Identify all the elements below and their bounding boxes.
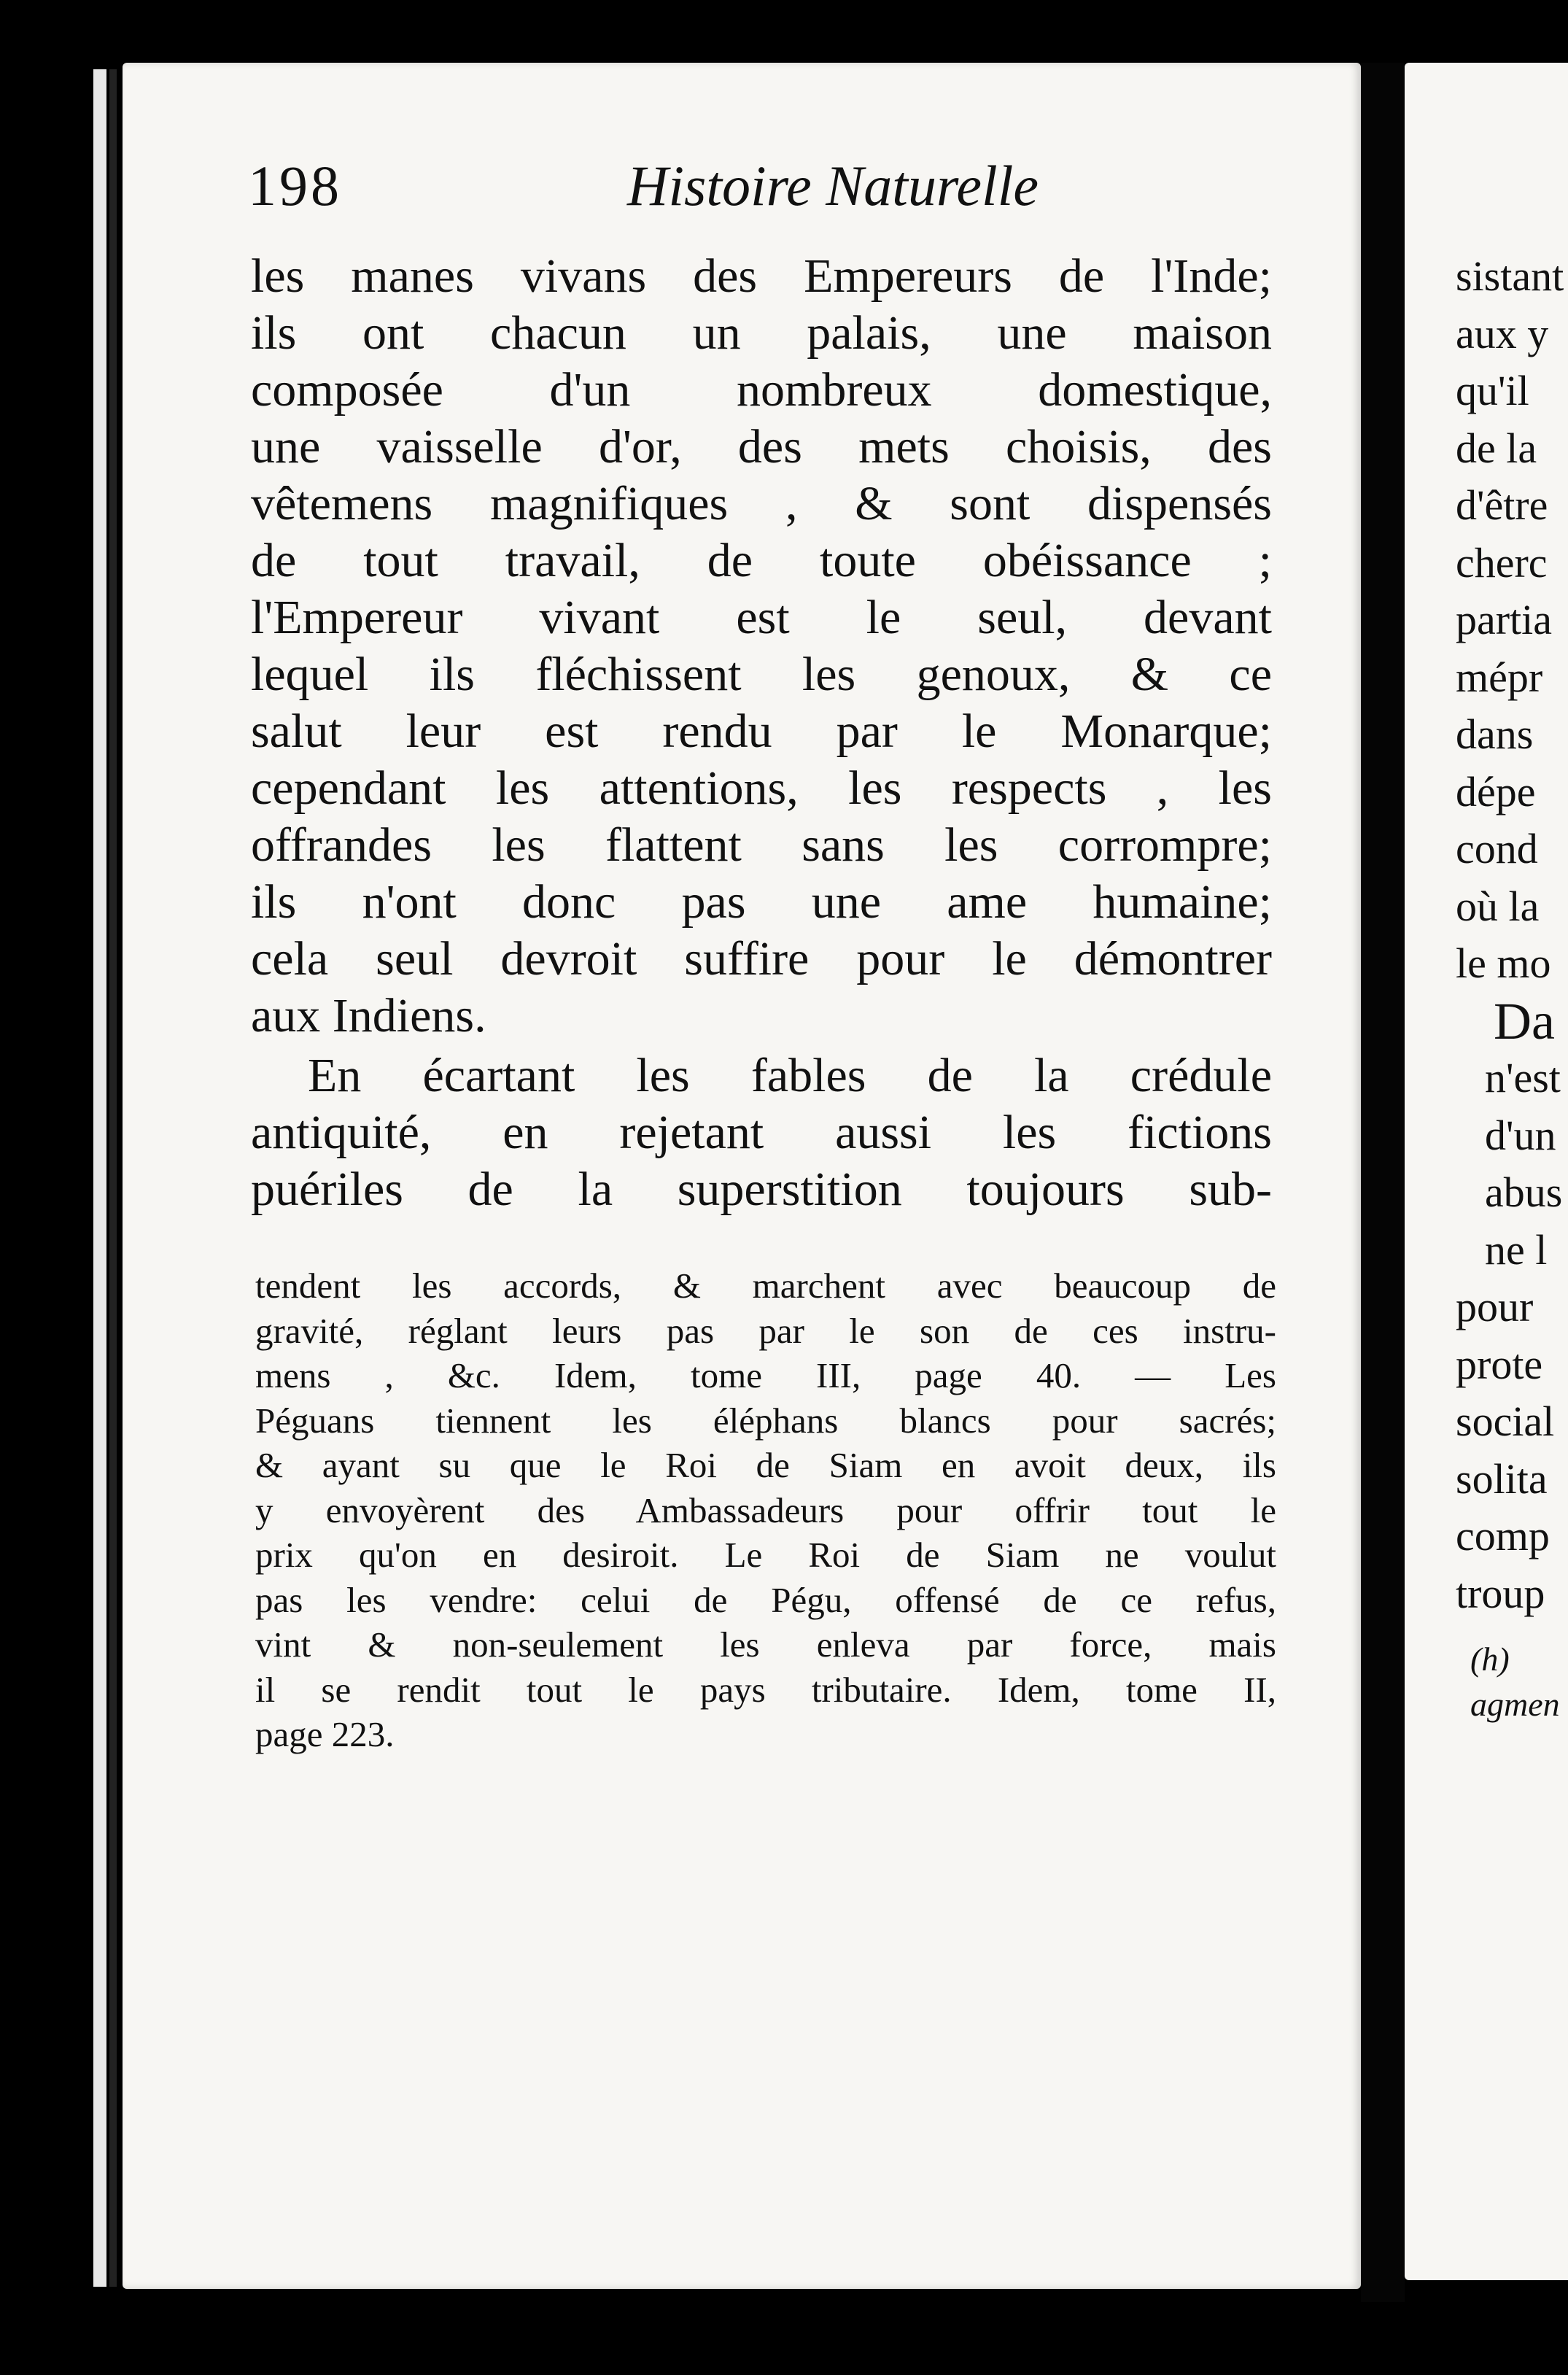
right-note-line: (h): [1470, 1640, 1510, 1678]
text-line: vêtemens magnifiques , & sont dispensés: [251, 477, 1272, 530]
footnote: [255, 1263, 1276, 1757]
footnote-line: tendent les accords, & marchent avec beaucoup de: [255, 1266, 1276, 1306]
text-line: l'Empereur vivant est le seul, devant: [251, 591, 1272, 644]
right-text-line: aux y: [1456, 309, 1549, 357]
text-line: puériles de la superstition toujours sub-: [251, 1163, 1272, 1216]
running-head: [248, 153, 1269, 241]
right-text-line: Da: [1494, 991, 1555, 1050]
text-line: ils n'ont donc pas une ame humaine;: [251, 875, 1272, 929]
text-line: cependant les attentions, les respects , les: [251, 762, 1272, 815]
footnote-line: pas les vendre: celui de Pégu, offensé de ce refus,: [255, 1579, 1276, 1620]
main-text: [251, 248, 1272, 1218]
binding-shadow: [109, 69, 117, 2287]
right-text-line: mépr: [1456, 653, 1543, 701]
footnote-line: page 223.: [255, 1714, 395, 1754]
right-text-line: d'un: [1485, 1111, 1556, 1159]
text-line: une vaisselle d'or, des mets choisis, des: [251, 420, 1272, 473]
text-line: En écartant les fables de la crédule: [308, 1049, 1272, 1102]
right-text-line: cherc: [1456, 538, 1548, 586]
right-text-line: partia: [1456, 596, 1553, 643]
text-line: salut leur est rendu par le Monarque;: [251, 705, 1272, 758]
text-line: aux Indiens.: [251, 989, 486, 1042]
right-text-line: sistant: [1456, 252, 1564, 300]
right-text-line: ne l: [1485, 1225, 1548, 1274]
right-text-line: de la: [1456, 424, 1537, 472]
text-line: composée d'un nombreux domestique,: [251, 363, 1272, 417]
text-line: ils ont chacun un palais, une maison: [251, 306, 1272, 360]
right-text-line: prote: [1456, 1340, 1543, 1388]
footnote-line: prix qu'on en desiroit. Le Roi de Siam ne voulut: [255, 1535, 1276, 1575]
paragraph: [251, 1047, 1272, 1218]
right-page-note: [1470, 1637, 1568, 1727]
text-line: offrandes les flattent sans les corrompre;: [251, 818, 1272, 872]
right-text-line: social: [1456, 1398, 1555, 1445]
text-line: les manes vivans des Empereurs de l'Inde;: [251, 249, 1272, 303]
right-text-line: cond: [1456, 825, 1538, 872]
running-title: Histoire Naturelle: [627, 154, 1039, 217]
footnote-line: & ayant su que le Roi de Siam en avoit deux, ils: [255, 1445, 1276, 1485]
right-text-line: où la: [1456, 882, 1540, 930]
gutter: [1361, 63, 1405, 2302]
page-number: 198: [248, 154, 342, 217]
right-text-line: d'être: [1456, 481, 1548, 529]
footnote-line: mens , &c. Idem, tome III, page 40. — Les: [255, 1355, 1276, 1395]
text-line: de tout travail, de toute obéissance ;: [251, 534, 1272, 587]
binding-edge: [93, 69, 106, 2287]
footnote-line: Péguans tiennent les éléphans blancs pour sacrés;: [255, 1400, 1276, 1441]
text-line: lequel ils fléchissent les genoux, & ce: [251, 648, 1272, 701]
right-text-line: dépe: [1456, 767, 1536, 815]
footnote-line: il se rendit tout le pays tributaire. Idem, tome II,: [255, 1669, 1276, 1710]
right-text-line: solita: [1456, 1454, 1548, 1503]
footnote-line: y envoyèrent des Ambassadeurs pour offrir tout le: [255, 1489, 1276, 1530]
text-line: antiquité, en rejetant aussi les fictions: [251, 1106, 1272, 1159]
right-text-line: abus: [1485, 1169, 1563, 1216]
right-text-line: dans: [1456, 710, 1534, 758]
text-line: cela seul devroit suffire pour le démontrer: [251, 932, 1272, 985]
right-text-line: comp: [1456, 1512, 1550, 1560]
footnote-line: gravité, réglant leurs pas par le son de ces instru-: [255, 1310, 1276, 1351]
right-text-line: troup: [1456, 1569, 1545, 1617]
right-text-line: pour: [1456, 1283, 1534, 1330]
right-page-text: [1456, 248, 1568, 1622]
right-note-line: agmen: [1470, 1686, 1560, 1723]
footnote-line: vint & non-seulement les enleva par force, mais: [255, 1624, 1276, 1665]
right-text-line: n'est: [1485, 1054, 1561, 1101]
right-text-line: le mo: [1456, 939, 1551, 987]
right-text-line: qu'il: [1456, 367, 1529, 414]
